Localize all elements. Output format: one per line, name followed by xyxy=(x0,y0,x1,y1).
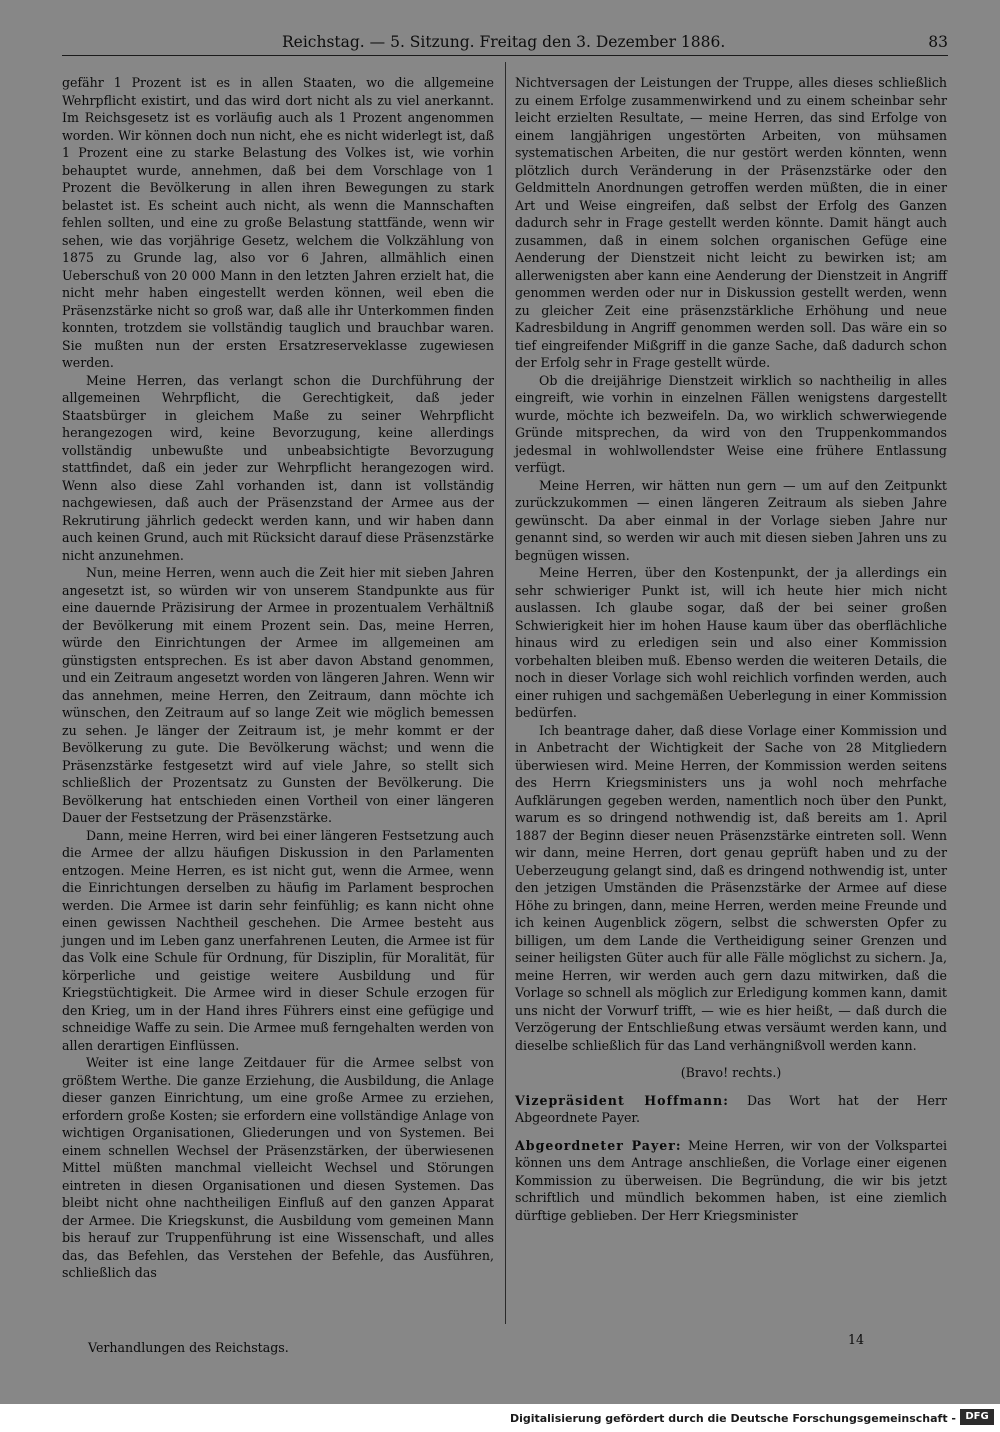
speaker-paragraph xyxy=(515,1137,947,1225)
footer-source: Verhandlungen des Reichstags. xyxy=(88,1340,289,1355)
footer-signature: 14 xyxy=(848,1332,865,1347)
right-column xyxy=(515,74,947,1338)
paragraph-text: Meine Herren, wir hätten nun gern — um auf den Zeitpunkt zurückzukommen — einen längeren Zeitraum als sieben Jahre gewünscht. Da aber einmal in der Vorlage sieben Jahre nur genannt sind, so werden wir auch mit diesen sieben Jahren uns zu begnügen wissen. xyxy=(515,477,947,563)
paragraph-text: Nun, meine Herren, wenn auch die Zeit hier mit sieben Jahren angesetzt ist, so würden wir von unserem Standpunkte aus für eine dauernde Präzisirung der Armee in prozentualem Verhältniß der Bevölkerung mit einem Prozent sein. Das, meine Herren, würde den Einrichtungen der Armee im allgemeinen am günstigsten entsprechen. Es ist aber davon Abstand genommen, und ein Zeitraum angesetzt worden von längeren Jahren. Wenn wir das annehmen, meine Herren, den Zeitraum, dann möchte ich wünschen, den Zeitraum auf so lange Zeit wie möglich bemessen zu sehen. Je länger der Zeitraum ist, je mehr kommt er der Bevölkerung zu gute. Die Bevölkerung wächst; und wenn die Präsenzstärke festgesetzt wird auf viele Jahre, so stellt sich schließlich der Prozentsatz zu Gunsten der Bevölkerung. Die Bevölkerung hat entschieden einen Vortheil von einer längeren Dauer der Festsetzung der Präsenzstärke. xyxy=(62,565,494,825)
paragraph-text: Ob die dreijährige Dienstzeit wirklich so nachtheilig in alles eingreift, wie vorhin in einzelnen Fällen wenigstens dargestellt wurde, möchte ich bezweifeln. Da, wo wirklich schwerwiegende Gründe mitsprechen, da wird von den Truppenkommandos jedesmal in wohlwollendster Weise eine frühere Entlassung verfügt. xyxy=(515,372,947,475)
speaker-paragraph xyxy=(515,1092,947,1127)
running-header xyxy=(0,33,1000,53)
dfg-logo: DFG xyxy=(960,1409,994,1425)
paragraph xyxy=(62,827,494,1055)
left-column xyxy=(62,74,494,1342)
paragraph-text: gefähr 1 Prozent ist es in allen Staaten, wo die allgemeine Wehrpflicht existirt, und das wird dort nicht als zu viel anerkannt. Im Reichsgesetz ist es vorläufig auch als 1 Prozent angenommen worden. Wir können doch nun nicht, ehe es nicht widerlegt ist, daß 1 Prozent eine zu starke Belastung des Volkes ist, wie vorhin behauptet wurde, annehmen, daß bei dem Vorschlage von 1 Prozent die Bevölkerung in allen ihren Bewegungen zu stark belastet ist. Es scheint auch nicht, als wenn die Mannschaften fehlen sollten, und eine zu große Belastung stattfände, wenn wir sehen, wie das vorjährige Gesetz, welchem die Volkzählung von 1875 zu Grunde lag, also vor 6 Jahren, allmählich einen Ueberschuß von 20 000 Mann in den letzten Jahren erzielt hat, die nicht mehr haben eingestellt werden können, weil eben die Präsenzstärke nicht so groß war, daß alle ihr Unterkommen finden konnten, trotzdem sie vollständig tauglich und brauchbar waren. Sie mußten nun der ersten Ersatzreserveklasse zugewiesen werden. xyxy=(62,75,494,370)
paragraph-text: (Bravo! rechts.) xyxy=(680,1065,782,1080)
column-divider xyxy=(505,62,506,1324)
credit-text: Digitalisierung gefördert durch die Deutsche Forschungsgemeinschaft - xyxy=(509,1412,956,1425)
interjection xyxy=(515,1064,947,1082)
paragraph-text: Weiter ist eine lange Zeitdauer für die Armee selbst von größtem Werthe. Die ganze Erziehung, die Ausbildung, die Anlage dieser ganzen Einrichtung, um eine große Armee zu erziehen, erfordern große Kosten; sie erfordern eine vollständige Anlage von wichtigen Organisationen, Gliederungen und von Systemen. Bei einem schnellen Wechsel der Präsenzstärken, der überwiesenen Mittel müßten manchmal vielleicht Wechsel und Störungen eintreten in diesen Organisationen und diesen Systemen. Das bleibt nicht ohne nachtheiligen Einfluß auf den ganzen Apparat der Armee. Die Kriegskunst, die Ausbildung vom gemeinen Mann bis herauf zur Truppenführung ist eine Wissenschaft, und alles das, das Befehlen, das Verstehen der Befehle, das Ausführen, schließlich das xyxy=(62,1055,494,1280)
paragraph-text: Ich beantrage daher, daß diese Vorlage einer Kommission und in Anbetracht der Wichtigkeit der Sache von 28 Mitgliedern überwiesen wird. Meine Herren, der Kommission werden seitens des Herrn Kriegsministers uns ja wohl noch mehrfache Aufklärungen gegeben werden, namentlich noch über den Punkt, warum es so dringend nothwendig ist, daß bereits am 1. April 1887 der Beginn dieser neuen Präsenzstärke eintreten soll. Wenn wir dann, meine Herren, dort genau geprüft haben und zu der Ueberzeugung gelangt sind, daß es dringend nothwendig ist, unter den jetzigen Umständen die Präsenzstärke der Armee auf diese Höhe zu bringen, dann, meine Herren, werden meine Freunde und ich keinen Augenblick zögern, selbst die schwersten Opfer zu billigen, um dem Lande die Vertheidigung seiner Grenzen und seiner heiligsten Güter auch für alle Fälle möglichst zu sichern. Ja, meine Herren, wir werden auch gern dazu mitwirken, daß die Vorlage so schnell als möglich zur Erledigung kommen kann, damit uns nicht der Vorwurf trifft, — wie es hier heißt, — daß durch die Verzögerung der Entschließung etwas versäumt werden kann, und dieselbe schließlich für das Land verhängnißvoll werden kann. xyxy=(515,722,947,1053)
paragraph-text: Dann, meine Herren, wird bei einer längeren Festsetzung auch die Armee der allzu häufigen Diskussion in den Parlamenten entzogen. Meine Herren, es ist nicht gut, wenn die Armee, wenn die Einrichtungen derselben zu häufig im Parlament besprochen werden. Die Armee ist darin sehr feinfühlig; es kann nicht ohne einen gewissen Nachtheil geschehen. Die Armee besteht aus jungen und im Leben ganz unerfahrenen Leuten, die Armee ist für das Volk eine Schule für Ordnung, für Disziplin, für Moralität, für körperliche und geistige weitere Ausbildung und für Kriegstüchtigkeit. Die Armee wird in dieser Schule erzogen für den Krieg, um in der Hand ihres Führers einst eine gefügige und schneidige Waffe zu sein. Die Armee muß ferngehalten werden von allen derartigen Einflüssen. xyxy=(62,827,494,1053)
paragraph-text: Das Wort hat der Herr Abgeordnete Payer. xyxy=(515,1092,947,1125)
paragraph xyxy=(515,372,947,477)
paragraph-text: Nichtversagen der Leistungen der Truppe, alles dieses schließlich zu einem Erfolge zusammenwirkend und zu einem scheinbar sehr leicht erzielten Resultate, — meine Herren, das sind Erfolge von einem langjährigen ungestörten Arbeiten, von mühsamen systematischen Arbeiten, die nur gestört werden könnten, wenn plötzlich durch Veränderung in der Präsenzstärke oder den Geldmitteln Anordnungen getroffen werden müßten, die in einer Art und Weise eingreifen, daß selbst der Erfolg des Ganzen dadurch sehr in Frage gestellt werden könnte. Damit hängt auch zusammen, daß in einem solchen organischen Gefüge eine Aenderung der Dienstzeit nicht leicht zu bewirken ist; am allerwenigsten aber kann eine Aenderung der Dienstzeit in Angriff genommen werden oder nur in Diskussion gestellt werden, wenn zu gleicher Zeit eine präsenzstärkliche Erhöhung und neue Kadresbildung in Angriff genommen werden soll. Das wäre ein so tief eingreifender Mißgriff in die ganze Sache, daß dadurch schon der Erfolg sehr in Frage gestellt würde. xyxy=(515,75,947,370)
paragraph xyxy=(62,1054,494,1282)
paragraph-text: Meine Herren, über den Kostenpunkt, der ja allerdings ein sehr schwieriger Punkt ist, will ich heute hier mich nicht auslassen. Ich glaube sogar, daß der bei seiner großen Schwierigkeit hier im hohen Hause kaum über das oberflächliche hinaus wird zu erledigen sein und also einer Kommission vorbehalten bleiben muß. Ebenso werden die weiteren Details, die noch in dieser Vorlage sich wohl reichlich vorfinden werden, auch einer ruhigen und sachgemäßen Ueberlegung in einer Kommission bedürfen. xyxy=(515,565,947,720)
page-number: 83 xyxy=(928,33,948,51)
header-rule xyxy=(62,55,948,56)
paragraph xyxy=(515,564,947,722)
paragraph xyxy=(62,74,494,372)
paragraph xyxy=(515,477,947,565)
credit-bar xyxy=(0,1404,1000,1432)
paragraph xyxy=(515,74,947,372)
paragraph xyxy=(515,722,947,1055)
paragraph xyxy=(62,564,494,827)
paragraph-text: Meine Herren, das verlangt schon die Durchführung der allgemeinen Wehrpflicht, die Gerechtigkeit, daß jeder Staatsbürger in gleichem Maße zu seiner Wehrpflicht herangezogen wird, keine Bevorzugung, keine allerdings vollständig unbewußte und unbeabsichtigte Bevorzugung stattfindet, daß ein jeder zur Wehrpflicht herangezogen wird. Wenn also diese Zahl vorhanden ist, dann ist vollständig nachgewiesen, daß auch der Präsenzstand der Armee aus der Rekrutirung jährlich gedeckt werden kann, und wir haben dann auch keinen Grund, auch mit Rücksicht darauf diese Präsenzstärke nicht anzunehmen. xyxy=(62,372,494,563)
speaker-name: Vizepräsident Hoffmann: xyxy=(515,1092,729,1108)
speaker-name: Abgeordneter Payer: xyxy=(515,1137,682,1153)
paragraph-text: Meine Herren, wir von der Volkspartei können uns dem Antrage anschließen, die Vorlage einer eigenen Kommission zu überweisen. Die Begründung, die wir bis jetzt schriftlich und mündlich bekommen haben, ist eine ziemlich dürftige geblieben. Der Herr Kriegsminister xyxy=(515,1137,947,1223)
paragraph xyxy=(62,372,494,565)
header-title: Reichstag. — 5. Sitzung. Freitag den 3. Dezember 1886. xyxy=(282,33,726,51)
